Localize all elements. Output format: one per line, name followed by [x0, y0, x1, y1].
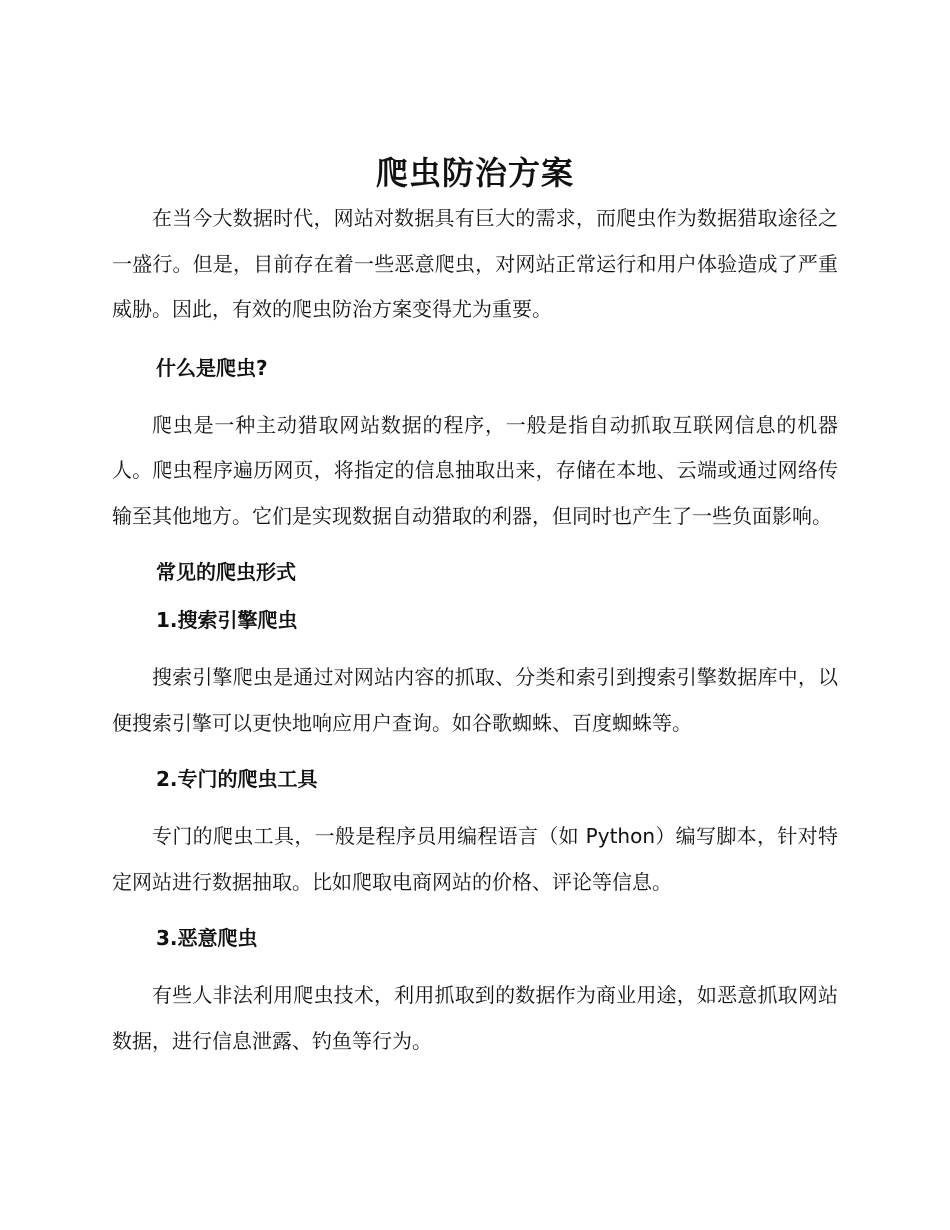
spacer — [112, 539, 838, 557]
spacer — [112, 333, 838, 353]
spacer — [112, 953, 838, 973]
document-title: 爬虫防治方案 — [375, 154, 574, 192]
spacer — [112, 383, 838, 403]
spacer — [112, 794, 838, 814]
section-heading-what-is-crawler: 什么是爬虫? — [156, 355, 268, 380]
section-heading-malicious-crawler: 3.恶意爬虫 — [156, 926, 258, 950]
section-body-what-is-crawler: 爬虫是一种主动猎取网站数据的程序，一般是指自动抓取互联网信息的机器人。爬虫程序遍历网页，将指定的信息抽取出来，存储在本地、云端或通过网络传输至其他地方。它们是实现数据自动猎取的利器，但同时也产生了一些负面影响。 — [112, 412, 838, 528]
intro-paragraph: 在当今大数据时代，网站对数据具有巨大的需求，而爬虫作为数据猎取途径之一盛行。但是，目前存在着一些恶意爬虫，对网站正常运行和用户体验造成了严重威胁。因此，有效的爬虫防治方案变得尤为重要。 — [112, 206, 838, 321]
section-body-search-engine-crawler: 搜索引擎爬虫是通过对网站内容的抓取、分类和索引到搜索引擎数据库中，以便搜索引擎可以更快地响应用户查询。如谷歌蜘蛛、百度蜘蛛等。 — [112, 665, 838, 735]
section-heading-common-forms: 常见的爬虫形式 — [156, 560, 296, 584]
section-heading-special-tools: 2.专门的爬虫工具 — [156, 767, 318, 791]
section-body-special-tools: 专门的爬虫工具，一般是程序员用编程语言（如 Python）编写脚本，针对特定网站进行数据抽取。比如爬取电商网站的价格、评论等信息。 — [112, 824, 838, 894]
spacer — [112, 746, 838, 764]
spacer — [112, 587, 838, 605]
spacer — [112, 635, 838, 655]
spacer — [112, 905, 838, 923]
section-body-malicious-crawler: 有些人非法利用爬虫技术，利用抓取到的数据作为商业用途，如恶意抓取网站数据，进行信息泄露、钓鱼等行为。 — [112, 983, 838, 1053]
section-heading-search-engine-crawler: 1.搜索引擎爬虫 — [156, 608, 298, 632]
